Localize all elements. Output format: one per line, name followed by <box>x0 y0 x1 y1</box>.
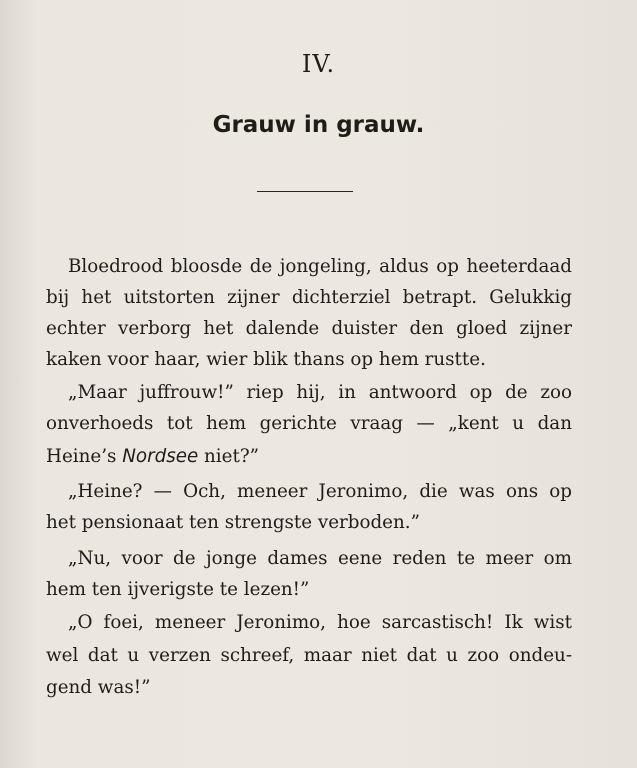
text-line-2: bij het uitstorten zijner dichterziel betrapt. Gelukkig <box>46 287 572 308</box>
text-line-3: echter verborg het dalende duister den gloed zijner <box>46 318 572 339</box>
show-through-text <box>505 18 510 37</box>
italic-title-nordsee: Nordsee <box>122 446 199 467</box>
text-segment: Heine’s <box>46 446 117 467</box>
text-line-11: hem ten ijverigste te lezen!” <box>46 579 310 600</box>
text-line-14: gend was!” <box>46 677 151 698</box>
text-line-13: wel dat u verzen schreef, maar niet dat u zoo ondeu- <box>46 645 572 666</box>
text-line-5: „Maar juffrouw!” riep hij, in antwoord op de zoo <box>68 382 572 403</box>
chapter-number: IV. <box>301 50 336 78</box>
text-line-6: onverhoeds tot hem gerichte vraag — „kent u dan <box>46 413 572 434</box>
text-line-12: „O foei, meneer Jeronimo, hoe sarcastisch! Ik wist <box>68 612 572 633</box>
text-line-7 <box>46 442 572 472</box>
text-line-1: Bloedrood bloosde de jongeling, aldus op heeterdaad <box>68 256 572 277</box>
title-divider <box>257 191 353 192</box>
text-line-4: kaken voor haar, wier blik thans op hem rustte. <box>46 349 486 370</box>
text-line-9: het pensionaat ten strengste verboden.” <box>46 512 420 533</box>
text-line-10: „Nu, voor de jonge dames eene reden te meer om <box>68 548 572 569</box>
text-line-8: „Heine? — Och, meneer Jeronimo, die was ons op <box>68 481 572 502</box>
text-segment: niet?” <box>204 446 259 467</box>
chapter-title: Grauw in grauw. <box>212 112 425 138</box>
